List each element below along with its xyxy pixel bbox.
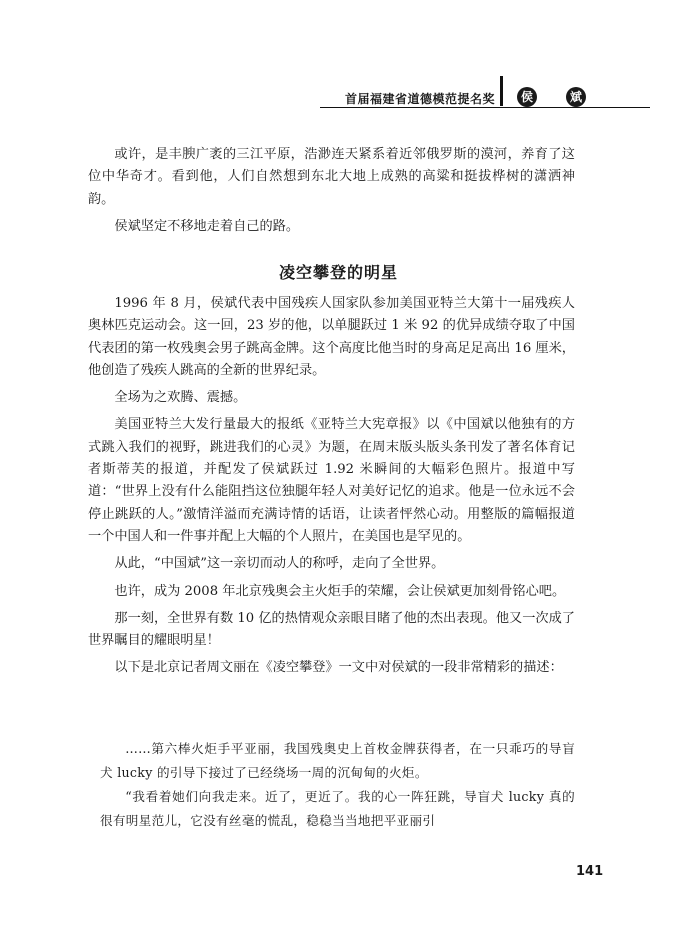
section-heading: 凌空攀登的明星 [278,263,398,282]
paragraph: 从此，“中国斌”这一亲切而动人的称呼，走向了全世界。 [114,556,445,572]
header-divider [500,76,503,106]
paragraph: 或许，是丰腴广袤的三江平原，浩渺连天紧系着近邻俄罗斯的漠河，养育了这位中华奇才。看到他，人们自然想到东北大地上成熟的高粱和挺拔桦树的潇洒神韵。 [88,147,575,207]
paragraph: 以下是北京记者周文丽在《凌空攀登》一文中对侯斌的一段非常精彩的描述： [114,660,563,676]
header-name-char-2: 斌 [566,87,586,107]
page-number: 141 [576,864,604,879]
header-series-title: 首届福建省道德模范提名奖 [345,92,496,106]
header-name-char-1: 侯 [517,87,537,107]
quote-paragraph: “我看着她们向我走来。近了，更近了。我的心一阵狂跳，导盲犬 lucky 真的很有明星范儿，它没有丝毫的慌乱，稳稳当当地把平亚丽引 [100,789,575,828]
paragraph: 那一刻，全世界有数 10 亿的热情观众亲眼目睹了他的杰出表现。他又一次成了世界瞩目的耀眼明星！ [88,610,575,649]
running-header [320,76,650,116]
paragraph: 1996 年 8 月，侯斌代表中国残疾人国家队参加美国亚特兰大第十一届残疾人奥林匹克运动会。这一回，23 岁的他，以单腿跃过 1 米 92 的优异成绩夺取了中国代表团的第一枚残奥会男子跳高金牌。这个高度比他当时的身高足足高出 16 厘米，他创造了残疾人跳高的全新的世界纪录。 [88,296,575,378]
intro-text [88,144,575,243]
quote-block [100,737,575,833]
paragraph: 侯斌坚定不移地走着自己的路。 [114,218,300,234]
paragraph: 也许，成为 2008 年北京残奥会主火炬手的荣耀，会让侯斌更加刻骨铭心吧。 [114,583,566,599]
body-text [88,293,575,685]
quote-paragraph: ……第六棒火炬手平亚丽，我国残奥史上首枚金牌获得者，在一只乖巧的导盲犬 lucky 的引导下接过了已经绕场一周的沉甸甸的火炬。 [100,741,575,780]
paragraph: 全场为之欢腾、震撼。 [114,390,247,406]
paragraph: 美国亚特兰大发行量最大的报纸《亚特兰大宪章报》以《中国斌以他独有的方式跳入我们的视野，跳进我们的心灵》为题，在周末版头版头条刊发了著名体育记者斯蒂芙的报道，并配发了侯斌跃过 1.92 米瞬间的大幅彩色照片。报道中写道：“世界上没有什么能阻挡这位独腿年轻人对美好记忆的追求。他是一位永远不会停止跳跃的人。”激情洋溢而充满诗情的话语，让读者怦然心动。用整版的篇幅报道一个中国人和一件事并配上大幅的个人照片，在美国也是罕见的。 [88,417,575,544]
header-rule [320,107,650,108]
